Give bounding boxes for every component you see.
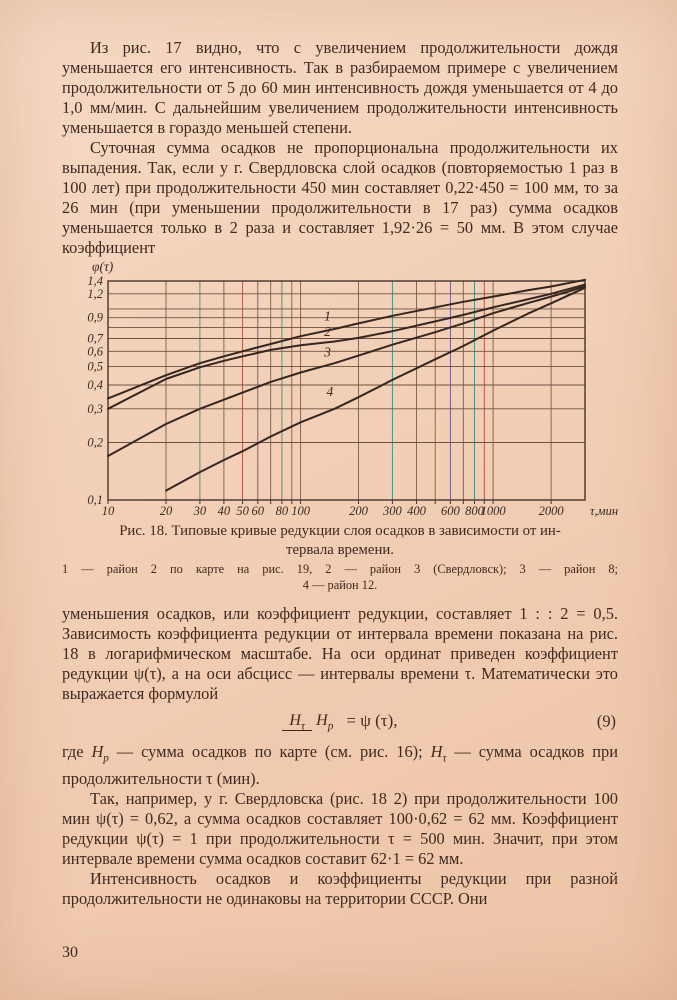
y-tick-label: 0,2: [87, 435, 103, 450]
x-tick-label: 60: [251, 504, 265, 518]
paragraph-daily-sum: Суточная сумма осадков не пропорциональна продолжительности их выпадения. Так, если у г. Свердловска слой осадков (повторяемостью 1 раз в 100 лет) при продолжительности 450 мин составляет 0,22·450 = 100 мм, то за 26 мин (при уменьшении продолжительности в 17 раз) сумма осадков уменьшается только в 2 раза и составляет 1,92·26 = 50 мм. В этом случае коэффициент: [62, 138, 618, 257]
figure-caption: [62, 522, 618, 559]
equation-9: [62, 711, 618, 733]
curve-label-4: 4: [326, 384, 334, 399]
x-tick-label: 50: [236, 504, 249, 518]
figure-caption-line2: тервала времени.: [286, 541, 394, 558]
y-tick-label: 0,4: [87, 378, 103, 392]
y-tick-label: 0,3: [87, 401, 103, 416]
x-axis-unit-label: τ,мин: [590, 504, 619, 518]
y-tick-label: 0,5: [87, 359, 103, 374]
x-tick-label: 30: [193, 504, 207, 518]
figure-legend-line1: 1 — район 2 по карте на рис. 19, 2 — район 3 (Свердловск); 3 — район 8;: [62, 562, 618, 576]
x-tick-label: 800: [465, 504, 484, 518]
paragraph-where: где $H_р$ — сумма осадков по карте (см. рис. 16); $H_\tau$ — сумма осадков при продолжительности τ (мин).: [62, 742, 618, 788]
x-tick-label: 600: [441, 504, 460, 518]
x-tick-label: 10: [101, 504, 115, 518]
plot-frame: [108, 281, 585, 500]
x-tick-label: 300: [383, 504, 402, 518]
x-tick-label: 2000: [538, 504, 564, 518]
x-tick-label: 200: [349, 504, 368, 518]
x-tick-label: 1000: [480, 504, 506, 518]
curve-label-2: 2: [324, 324, 331, 340]
y-tick-label: 1,4: [87, 274, 103, 288]
x-tick-label: 80: [275, 504, 289, 518]
figure-legend-line2: 4 — район 12.: [302, 577, 378, 592]
fraction-numerator: $H_\tau$: [282, 710, 312, 731]
y-tick-label: 0,1: [87, 493, 103, 507]
figure-18: [62, 260, 618, 593]
paragraph-ussr: Интенсивность осадков и коэффициенты редукции при разной продолжительности не одинаковы на территории СССР. Они: [62, 868, 618, 908]
y-tick-label: 0,7: [87, 331, 103, 346]
fraction-denominator: $H_р$: [316, 712, 334, 733]
fraction: [282, 711, 333, 733]
page-number: 30: [62, 944, 78, 961]
y-tick-label: 1,2: [87, 286, 103, 301]
curve-2: [108, 285, 585, 409]
figure-legend: [62, 562, 618, 593]
x-tick-label: 100: [291, 504, 310, 518]
x-tick-label: 40: [217, 504, 231, 518]
paragraph-reduction: уменьшения осадков, или коэффициент редукции, составляет 1 : : 2 = 0,5. Зависимость коэффициента редукции от интервала времени показана на рис. 18 в логарифмическом масштабе. На оси ординат приведен коэффициент редукции ψ(τ), а на оси абсцисс — интервалы времени τ. Математически это выражается формулой: [62, 604, 618, 703]
y-axis-title: φ(τ): [92, 259, 114, 274]
curve-4: [166, 288, 585, 491]
x-tick-label: 400: [407, 504, 426, 518]
paragraph-intensity: Из рис. 17 видно, что с увеличением продолжительности дождя уменьшается его интенсивность. Так в разбираемом примере с увеличением продолжительности от 5 до 60 мин интенсивность дождя уменьшается от 4 до 1,0 мм/мин. С дальнейшим увеличением продолжительности интенсивность уменьшается в гораздо меньшей степени.: [62, 38, 618, 137]
x-tick-label: 20: [159, 504, 173, 518]
figure-caption-line1: Рис. 18. Типовые кривые редукции слоя осадков в зависимости от ин-: [119, 523, 561, 539]
curve-label-3: 3: [324, 344, 331, 360]
paragraph-example: Так, например, у г. Свердловска (рис. 18 2) при продолжительности 100 мин ψ(τ) = 0,62, а сумма осадков составляет 100·0,62 = 62 мм. Коэффициент редукции ψ(τ) = 1 при продолжительности τ = 500 мин. Значит, при этом интервале времени сумма осадков составит 62·1 = 62 мм.: [62, 788, 618, 868]
y-tick-label: 0,6: [87, 344, 103, 359]
figure18-plot: [62, 260, 618, 516]
curve-label-1: 1: [324, 308, 331, 324]
page-content: [62, 0, 618, 909]
equation-number: (9): [596, 711, 616, 731]
equation-rhs: = ψ (τ),: [346, 711, 398, 730]
y-tick-label: 0,9: [87, 310, 103, 325]
